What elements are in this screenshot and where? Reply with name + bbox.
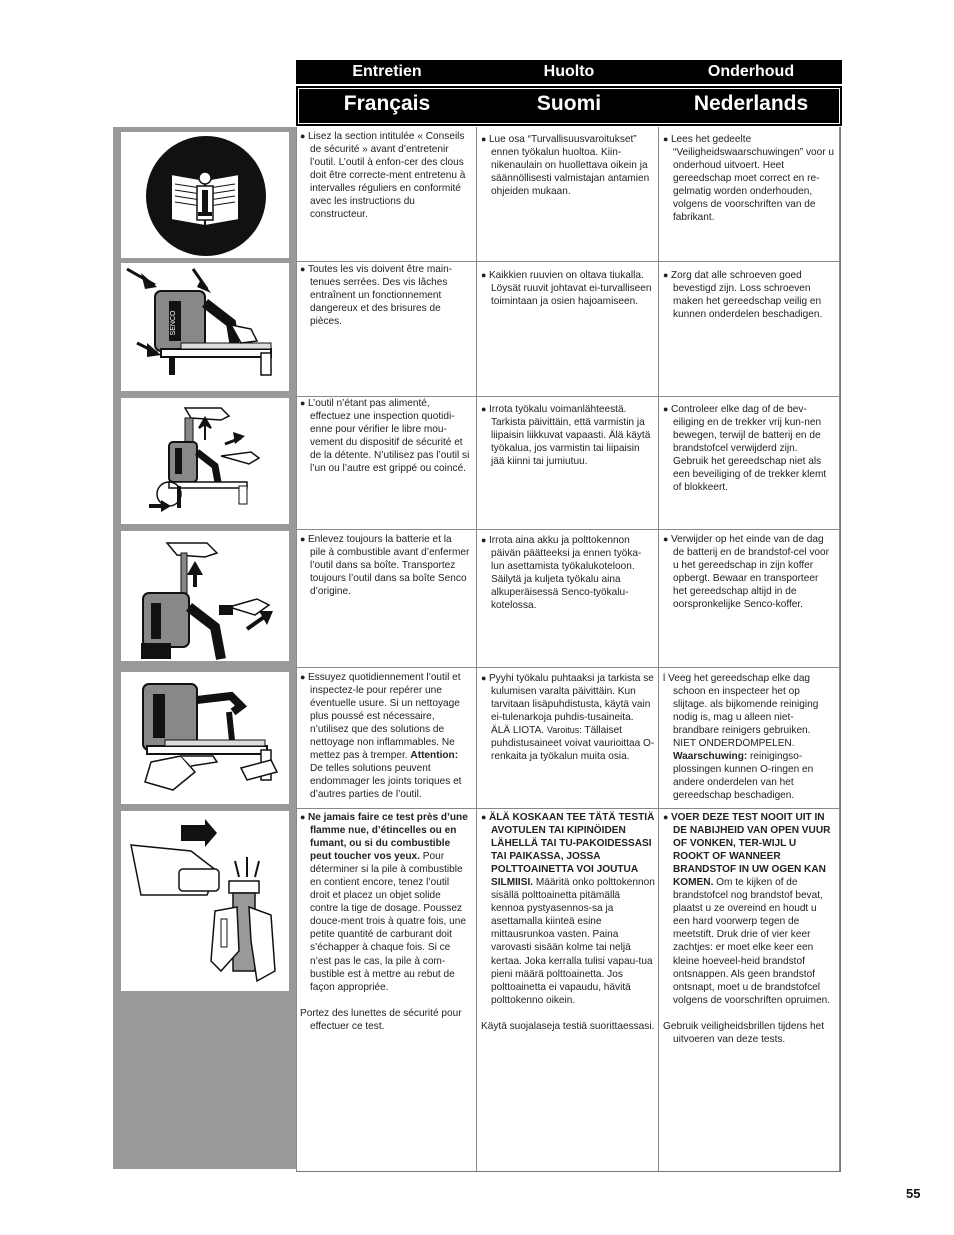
- row1-finnish: ● Lue osa “Turvallisuusvaroitukset” ennen työkalun huoltoa. Kiin-nikenaulain on huollettava oikein ja säännöllisesti valmistajan antamien ohjeiden mukaan.: [481, 133, 653, 198]
- fuel-cell-test-illustration: [121, 811, 289, 991]
- header-language-bar: [296, 84, 842, 126]
- header-col2-section: Huolto: [543, 63, 595, 80]
- row4-dutch: ● Verwijder op het einde van de dag de batterij en de brandstof-cel voor u het gereedschap in zijn koffer opbergt. Bewaar en transporteer het gereedschap altijd in de oorspronkelijke Senco-koffer.: [663, 533, 835, 611]
- table-divider: [839, 127, 840, 1171]
- table-divider: [296, 127, 297, 1171]
- row6-finnish: ● ÄLÄ KOSKAAN TEE TÄTÄ TESTIÄ AVOTULEN TAI KIPINÖIDEN LÄHELLÄ TAI TU-PAKOIDESSASI TAI PAIKASSA, JOSSA POLTTOAINETTA VOI JOUTUA SILMIISI. Määritä onko polttokennon sisällä polttoainetta pitämällä kennoa pystyasennos-sa ja asettamalla kiinteä esine mittausrunkoa vasten. Paina varovasti sisään kolme tai neljä kertaa. Joka kerralla tulisi vapau-tua pieni määrä polttoainetta. Jos polttoainetta ei vapaudu, hävitä polttokenno oikein. Käytä suojalaseja testiä suorittaessasi.: [481, 811, 655, 1033]
- row6-dutch: ● VOER DEZE TEST NOOIT UIT IN DE NABIJHEID VAN OPEN VUUR OF VONKEN, TER-WIJL U ROOKT OF WANNEER BRANDSTOF IN UW OGEN KAN KOMEN. Om te kijken of de brandstofcel nog brandstof bevat, plaatst u ze overeind en houdt u een hard voorwerp tegen de meetstift. Druk drie of vier keer zachtjes: er moet elke keer een kleine hoeveel-heid brandstof ontsnappen. Als geen brandstof ontsnapt, moet u de brandstofcel volgens de voorschriften opruimen. Gebruik veiligheidsbrillen tijdens het uitvoeren van deze tests.: [663, 811, 835, 1046]
- header-col3-section: Onderhoud: [707, 63, 795, 80]
- row2-dutch: ● Zorg dat alle schroeven goed bevestigd zijn. Loss schroeven maken het gereedschap veilig en kunnen onderdelen beschadigen.: [663, 269, 835, 321]
- tighten-screws-illustration: [121, 263, 289, 391]
- header-col1-language: Français: [343, 92, 431, 115]
- row3-dutch: ● Controleer elke dag of de bev-eiliging en de trekker vrij kun-nen bewegen, terwijl de batterij en de brandstofcel verwijderd zijn. Gebruik het gereedschap niet als een beveiliging of de trekker klemt of blokkeert.: [663, 403, 835, 494]
- safety-trigger-check-illustration: [121, 398, 289, 524]
- table-divider: [296, 667, 840, 668]
- header-col1-section: Entretien: [352, 63, 422, 80]
- row5-french: ● Essuyez quotidiennement l’outil et inspectez-le pour repérer une éventuelle usure. Si un nettoyage plus poussé est nécessaire, n’utilisez que des solutions de nettoyage non inflammables. Ne mettez pas à tremper. Attention: De telles solutions peuvent endommager les joints toriques et d’autres parties de l’outil.: [300, 671, 472, 801]
- wipe-tool-illustration: [121, 672, 289, 804]
- table-divider: [476, 127, 477, 1171]
- row6-french: ● Ne jamais faire ce test près d’une flamme nue, d’étincelles ou en fumant, ou si du combustible peut toucher vos yeux. Pour déterminer si la pile à combustible en contient encore, tenez l’outil droit et placez un objet solide contre la tige de dosage. Poussez douce-ment trois à quatre fois, une petite quantité de carburant doit s’échapper à chaque fois. Si ce n’est pas le cas, la pile à com-bustible est à mettre au rebut de façon appropriée. Portez des lunettes de sécurité pour effectuer ce test.: [300, 811, 470, 1033]
- row1-french: ● Lisez la section intitulée « Conseils de sécurité » avant d’entretenir l’outil. L’outil à enfon-cer des clous doit être correcte-ment entretenu à intervalles réguliers en conformité avec les instructions du constructeur.: [300, 130, 470, 221]
- table-divider: [658, 127, 659, 1171]
- row3-finnish: ● Irrota työkalu voimanlähteestä. Tarkista päivittäin, että varmistin ja liipaisin liikkuvat vapaasti. Älä käytä työkalua, jos varmistin tai liipaisin jää kiinni tai jumiutuu.: [481, 403, 653, 468]
- info-book-icon: [121, 132, 289, 258]
- row2-french: ● Toutes les vis doivent être main-tenues serrées. Des vis lâches entraînent un fonctionnement dangereux et des brisures de pièces.: [300, 263, 470, 328]
- row2-finnish: ● Kaikkien ruuvien on oltava tiukalla. Löysät ruuvit johtavat ei-turvalliseen toimintaan ja osien hajoamiseen.: [481, 269, 653, 308]
- row5-finnish: ● Pyyhi työkalu puhtaaksi ja tarkista se kulumisen varalta päivittäin. Kun tarvitaan lisäpuhdistusta, käytä vain ei-tulenarkoja puhdis-tusaineita. ÄLÄ LIOTA. Varoitus: Tällaiset puhdistusaineet voivat vaurioittaa O-renkaita ja työkalun muita osia.: [481, 672, 655, 763]
- header-col3-language: Nederlands: [693, 92, 809, 115]
- page-number: 55: [906, 1186, 921, 1201]
- header-col2-language: Suomi: [536, 92, 602, 115]
- header-section-bar: [296, 60, 842, 84]
- row4-finnish: ● Irrota aina akku ja polttokennon päivän päätteeksi ja ennen työka-lun asettamista työkalukoteloon. Säilytä ja kuljeta työkalu aina alkuperäisessä Senco-työkalu-kotelossa.: [481, 534, 653, 612]
- row3-french: ● L’outil n’étant pas alimenté, effectuez une inspection quotidi-enne pour vérifier le libre mou-vement du dispositif de sécurité et de la détente. N’utilisez pas l’outil si l’un ou l’autre est grippé ou coincé.: [300, 397, 470, 475]
- row1-dutch: ● Lees het gedeelte “Veiligheidswaarschuwingen” voor u onderhoud uitvoert. Heet gereedschap moet correct en re-gelmatig worden onderhouden, volgens de voorschriften van de fabrikant.: [663, 133, 835, 224]
- senco-logo: SENCO: [170, 310, 177, 336]
- remove-battery-illustration: [121, 531, 289, 661]
- row4-french: ● Enlevez toujours la batterie et la pile à combustible avant d’enfermer l’outil dans sa boîte. Transportez toujours l’outil dans sa boîte Senco d’origine.: [300, 533, 470, 598]
- table-divider: [296, 529, 840, 530]
- table-divider: [296, 808, 840, 809]
- row5-dutch: l Veeg het gereedschap elke dag schoon en inspecteer het op slijtage. als bijkomende reiniging nodig is, mag u alleen niet-brandbare reinigers gebruiken. NIET ONDERDOMPELEN. Waarschuwing: reinigingso-plossingen kunnen O-ringen en andere onderdelen van het gereedschap beschadigen.: [663, 673, 819, 802]
- table-divider: [296, 261, 840, 262]
